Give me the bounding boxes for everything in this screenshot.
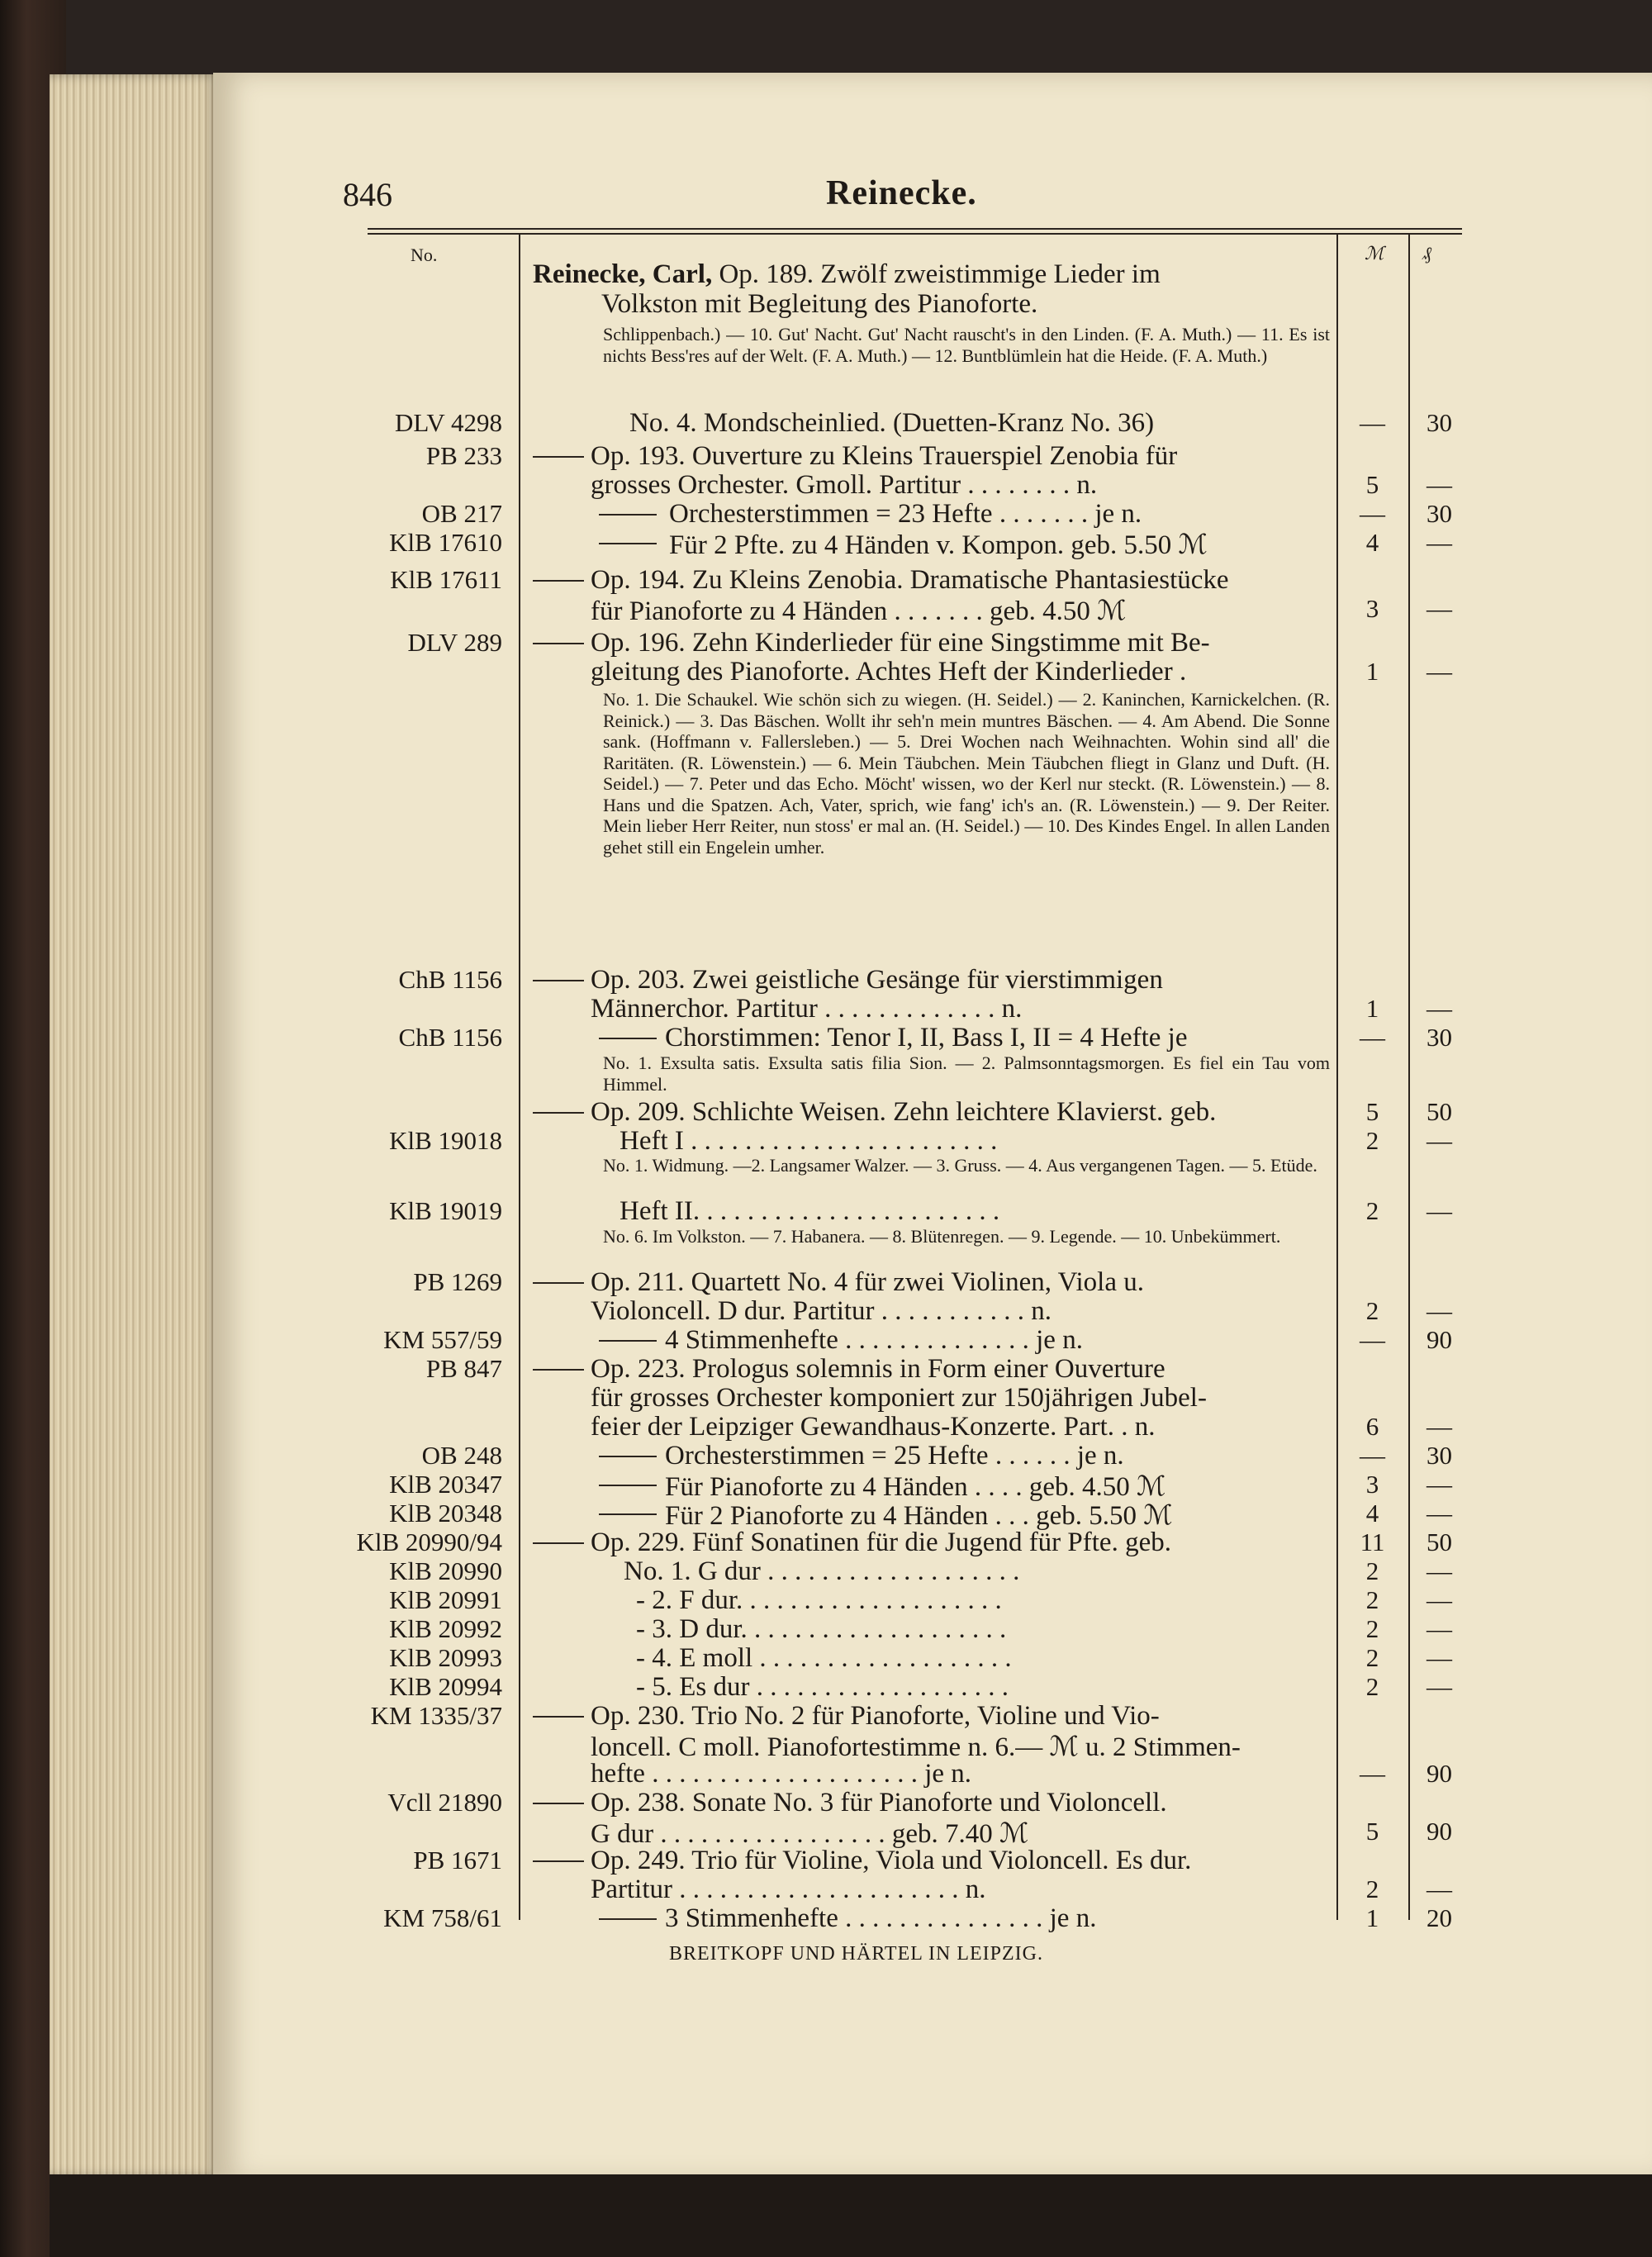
- ditto-dash: [533, 643, 584, 644]
- catalog-row: KlB 20993 - 4. E moll . . . . . . . . . . . . . . . . . . . 2 —: [389, 1643, 1452, 1673]
- catalog-row: KlB 20994 - 5. Es dur . . . . . . . . . . . . . . . . . . . 2 —: [389, 1672, 1452, 1702]
- ditto-dash: [599, 1485, 657, 1486]
- catalog-row: OB 248 Orchesterstimmen = 25 Hefte . . . . . . je n. — 30: [421, 1441, 1452, 1471]
- ditto-dash: [599, 514, 657, 516]
- ditto-dash: [599, 1918, 657, 1920]
- catalog-row: G dur . . . . . . . . . . . . . . . . . geb. 7.40 ℳ 5 90: [591, 1817, 1452, 1849]
- catalog-row: hefte . . . . . . . . . . . . . . . . . . . . je n. — 90: [591, 1759, 1452, 1789]
- catalog-row: KM 557/59 4 Stimmenhefte . . . . . . . . . . . . . . je n. — 90: [383, 1325, 1452, 1355]
- page-title: Reinecke.: [826, 174, 977, 212]
- catalog-row: für grosses Orchester komponiert zur 150jährigen Jubel-: [591, 1383, 1207, 1413]
- catalog-row: KM 758/61 3 Stimmenhefte . . . . . . . . . . . . . . . je n. 1 20: [383, 1903, 1452, 1933]
- song-notes-op209-heft1: No. 1. Widmung. —2. Langsamer Walzer. — 3. Gruss. — 4. Aus vergangenen Tagen. — 5. Etüde.: [603, 1155, 1317, 1176]
- ditto-dash: [599, 1456, 657, 1457]
- column-header-pf: ₰: [1422, 243, 1431, 264]
- ditto-dash: [599, 543, 657, 544]
- ditto-dash: [533, 1282, 584, 1284]
- song-notes-op209-heft2: No. 6. Im Volkston. — 7. Habanera. — 8. Blütenregen. — 9. Legende. — 10. Unbekümmert.: [603, 1226, 1281, 1247]
- catalog-row: KlB 17610 Für 2 Pfte. zu 4 Händen v. Kompon. geb. 5.50 ℳ 4 —: [389, 528, 1452, 560]
- ditto-dash: [533, 580, 584, 582]
- ditto-dash: [533, 1716, 584, 1718]
- catalog-row: für Pianoforte zu 4 Händen . . . . . . . geb. 4.50 ℳ 3 —: [591, 594, 1452, 626]
- ditto-dash: [533, 1112, 584, 1114]
- column-header-no: No.: [411, 245, 438, 265]
- header-rule-2: [368, 233, 1462, 235]
- catalog-row: PB 233 Op. 193. Ouverture zu Kleins Trauerspiel Zenobia für: [425, 441, 1178, 471]
- catalog-row: OB 217 Orchesterstimmen = 23 Hefte . . . . . . . je n. — 30: [421, 499, 1452, 529]
- catalog-row: PB 1269 Op. 211. Quartett No. 4 für zwei Violinen, Viola u.: [413, 1267, 1144, 1297]
- catalog-row: KlB 17611 Op. 194. Zu Kleins Zenobia. Dramatische Phantasiestücke: [390, 565, 1229, 595]
- catalog-row: KlB 20992 - 3. D dur. . . . . . . . . . . . . . . . . . . . 2 —: [389, 1614, 1452, 1644]
- catalog-row: gleitung des Pianoforte. Achtes Heft der Kinderlieder . 1 —: [591, 657, 1452, 687]
- catalog-row: PB 847 Op. 223. Prologus solemnis in Form einer Ouverture: [425, 1354, 1165, 1384]
- composer-name: Reinecke, Carl,: [533, 259, 713, 289]
- song-notes-op189: Schlippenbach.) — 10. Gut' Nacht. Gut' Nacht rauscht's in den Linden. (F. A. Muth.) — 11. Es ist nichts Bess'res auf der Welt. (F. A. Muth.) — 12. Buntblümlein hat die Heide. (F. A. Muth.): [603, 324, 1330, 366]
- catalog-row: grosses Orchester. Gmoll. Partitur . . . . . . . . n. 5 —: [591, 470, 1452, 500]
- ditto-dash: [599, 1038, 657, 1039]
- ditto-dash: [599, 1513, 657, 1515]
- ditto-dash: [533, 1369, 584, 1371]
- catalog-row: KlB 20990 No. 1. G dur . . . . . . . . . . . . . . . . . . . 2 —: [389, 1556, 1452, 1586]
- entry-title-line2: Volkston mit Begleitung des Pianoforte.: [601, 289, 1038, 319]
- ditto-dash: [533, 980, 584, 981]
- background-shadow: [50, 2174, 1652, 2257]
- catalog-row: Partitur . . . . . . . . . . . . . . . . . . . . . n. 2 —: [591, 1874, 1452, 1904]
- catalog-row: KlB 19018 Heft I . . . . . . . . . . . . . . . . . . . . . . . 2 —: [389, 1126, 1452, 1156]
- catalog-row: Op. 209. Schlichte Weisen. Zehn leichtere Klavierst. geb. 5 50: [0, 1097, 1652, 1125]
- ditto-dash: [599, 1340, 657, 1342]
- catalog-row: ChB 1156 Op. 203. Zwei geistliche Gesänge für vierstimmigen: [398, 965, 1163, 995]
- ditto-dash: [533, 1803, 584, 1804]
- catalog-row: ChB 1156 Chorstimmen: Tenor I, II, Bass I, II = 4 Hefte je — 30: [398, 1023, 1452, 1052]
- catalog-row: Violoncell. D dur. Partitur . . . . . . . . . . . n. 2 —: [591, 1296, 1452, 1326]
- ditto-dash: [533, 456, 584, 458]
- entry-title-row: [0, 259, 1652, 287]
- catalog-row: KlB 20347 Für Pianoforte zu 4 Händen . . . . geb. 4.50 ℳ 3 —: [389, 1470, 1452, 1502]
- page-number: 846: [343, 176, 392, 213]
- publisher-footer: BREITKOPF UND HÄRTEL IN LEIPZIG.: [669, 1943, 1043, 1965]
- catalog-row: DLV 289 Op. 196. Zehn Kinderlieder für eine Singstimme mit Be-: [407, 628, 1210, 658]
- column-header-mark: ℳ: [1365, 243, 1384, 264]
- catalog-row: KlB 20348 Für 2 Pianoforte zu 4 Händen . . . geb. 5.50 ℳ 4 —: [389, 1499, 1452, 1531]
- header-rule: [368, 228, 1462, 230]
- catalog-row: Vcll 21890 Op. 238. Sonate No. 3 für Pianoforte und Violoncell.: [387, 1788, 1167, 1817]
- catalog-row: KlB 20990/94 Op. 229. Fünf Sonatinen für die Jugend für Pfte. geb. 11 50: [356, 1528, 1452, 1557]
- catalog-row: KM 1335/37 Op. 230. Trio No. 2 für Pianoforte, Violine und Vio-: [370, 1701, 1160, 1731]
- catalog-row: KlB 20991 - 2. F dur. . . . . . . . . . . . . . . . . . . . 2 —: [389, 1585, 1452, 1615]
- song-notes-op203: No. 1. Exsulta satis. Exsulta satis filia Sion. — 2. Palmsonntagsmorgen. Es fiel ein Tau vom Himmel.: [603, 1052, 1330, 1095]
- entry-title-row-2: [0, 289, 1652, 317]
- catalog-row: KlB 19019 Heft II. . . . . . . . . . . . . . . . . . . . . . . 2 —: [389, 1196, 1452, 1226]
- catalog-row: loncell. C moll. Pianofortestimme n. 6.— ℳ u. 2 Stimmen-: [591, 1732, 1241, 1762]
- ditto-dash: [533, 1542, 584, 1544]
- catalog-row: feier der Leipziger Gewandhaus-Konzerte. Part. . n. 6 —: [591, 1412, 1452, 1442]
- catalog-row: DLV 4298 No. 4. Mondscheinlied. (Duetten-Kranz No. 36) — 30: [394, 408, 1452, 438]
- entry-title-line1: Op. 189. Zwölf zweistimmige Lieder im: [719, 259, 1161, 289]
- catalog-row: Männerchor. Partitur . . . . . . . . . . . . . n. 1 —: [591, 994, 1452, 1024]
- catalog-row: PB 1671 Op. 249. Trio für Violine, Viola und Violoncell. Es dur.: [413, 1846, 1192, 1875]
- song-notes-op196: No. 1. Die Schaukel. Wie schön sich zu wiegen. (H. Seidel.) — 2. Kaninchen, Karnickelchen. (R. Reinick.) — 3. Das Bäschen. Wollt ihr seh'n mein muntres Bäschen. — 4. Am Abend. Die Sonne sank. (Hoffmann v. Fallersleben.) — 5. Drei Wochen nach Weihnachten. Wohin sind all' die Raritäten. (R. Löwenstein.) — 6. Mein Täubchen. Mein Täubchen fliegt in Glanz und Duft. (H. Seidel.) — 7. Peter und das Echo. Möcht' wissen, wo der Kerl nur steckt. (R. Löwenstein.) — 8. Hans und die Spatzen. Ach, Vater, sprich, wie fang' ich's an. (R. Löwenstein.) — 9. Der Reiter. Mein lieber Herr Reiter, nun stoss' er mal an. (H. Seidel.) — 10. Des Kindes Engel. In allen Landen gehet still ein Engelein umher.: [603, 689, 1330, 858]
- ditto-dash: [533, 1860, 584, 1862]
